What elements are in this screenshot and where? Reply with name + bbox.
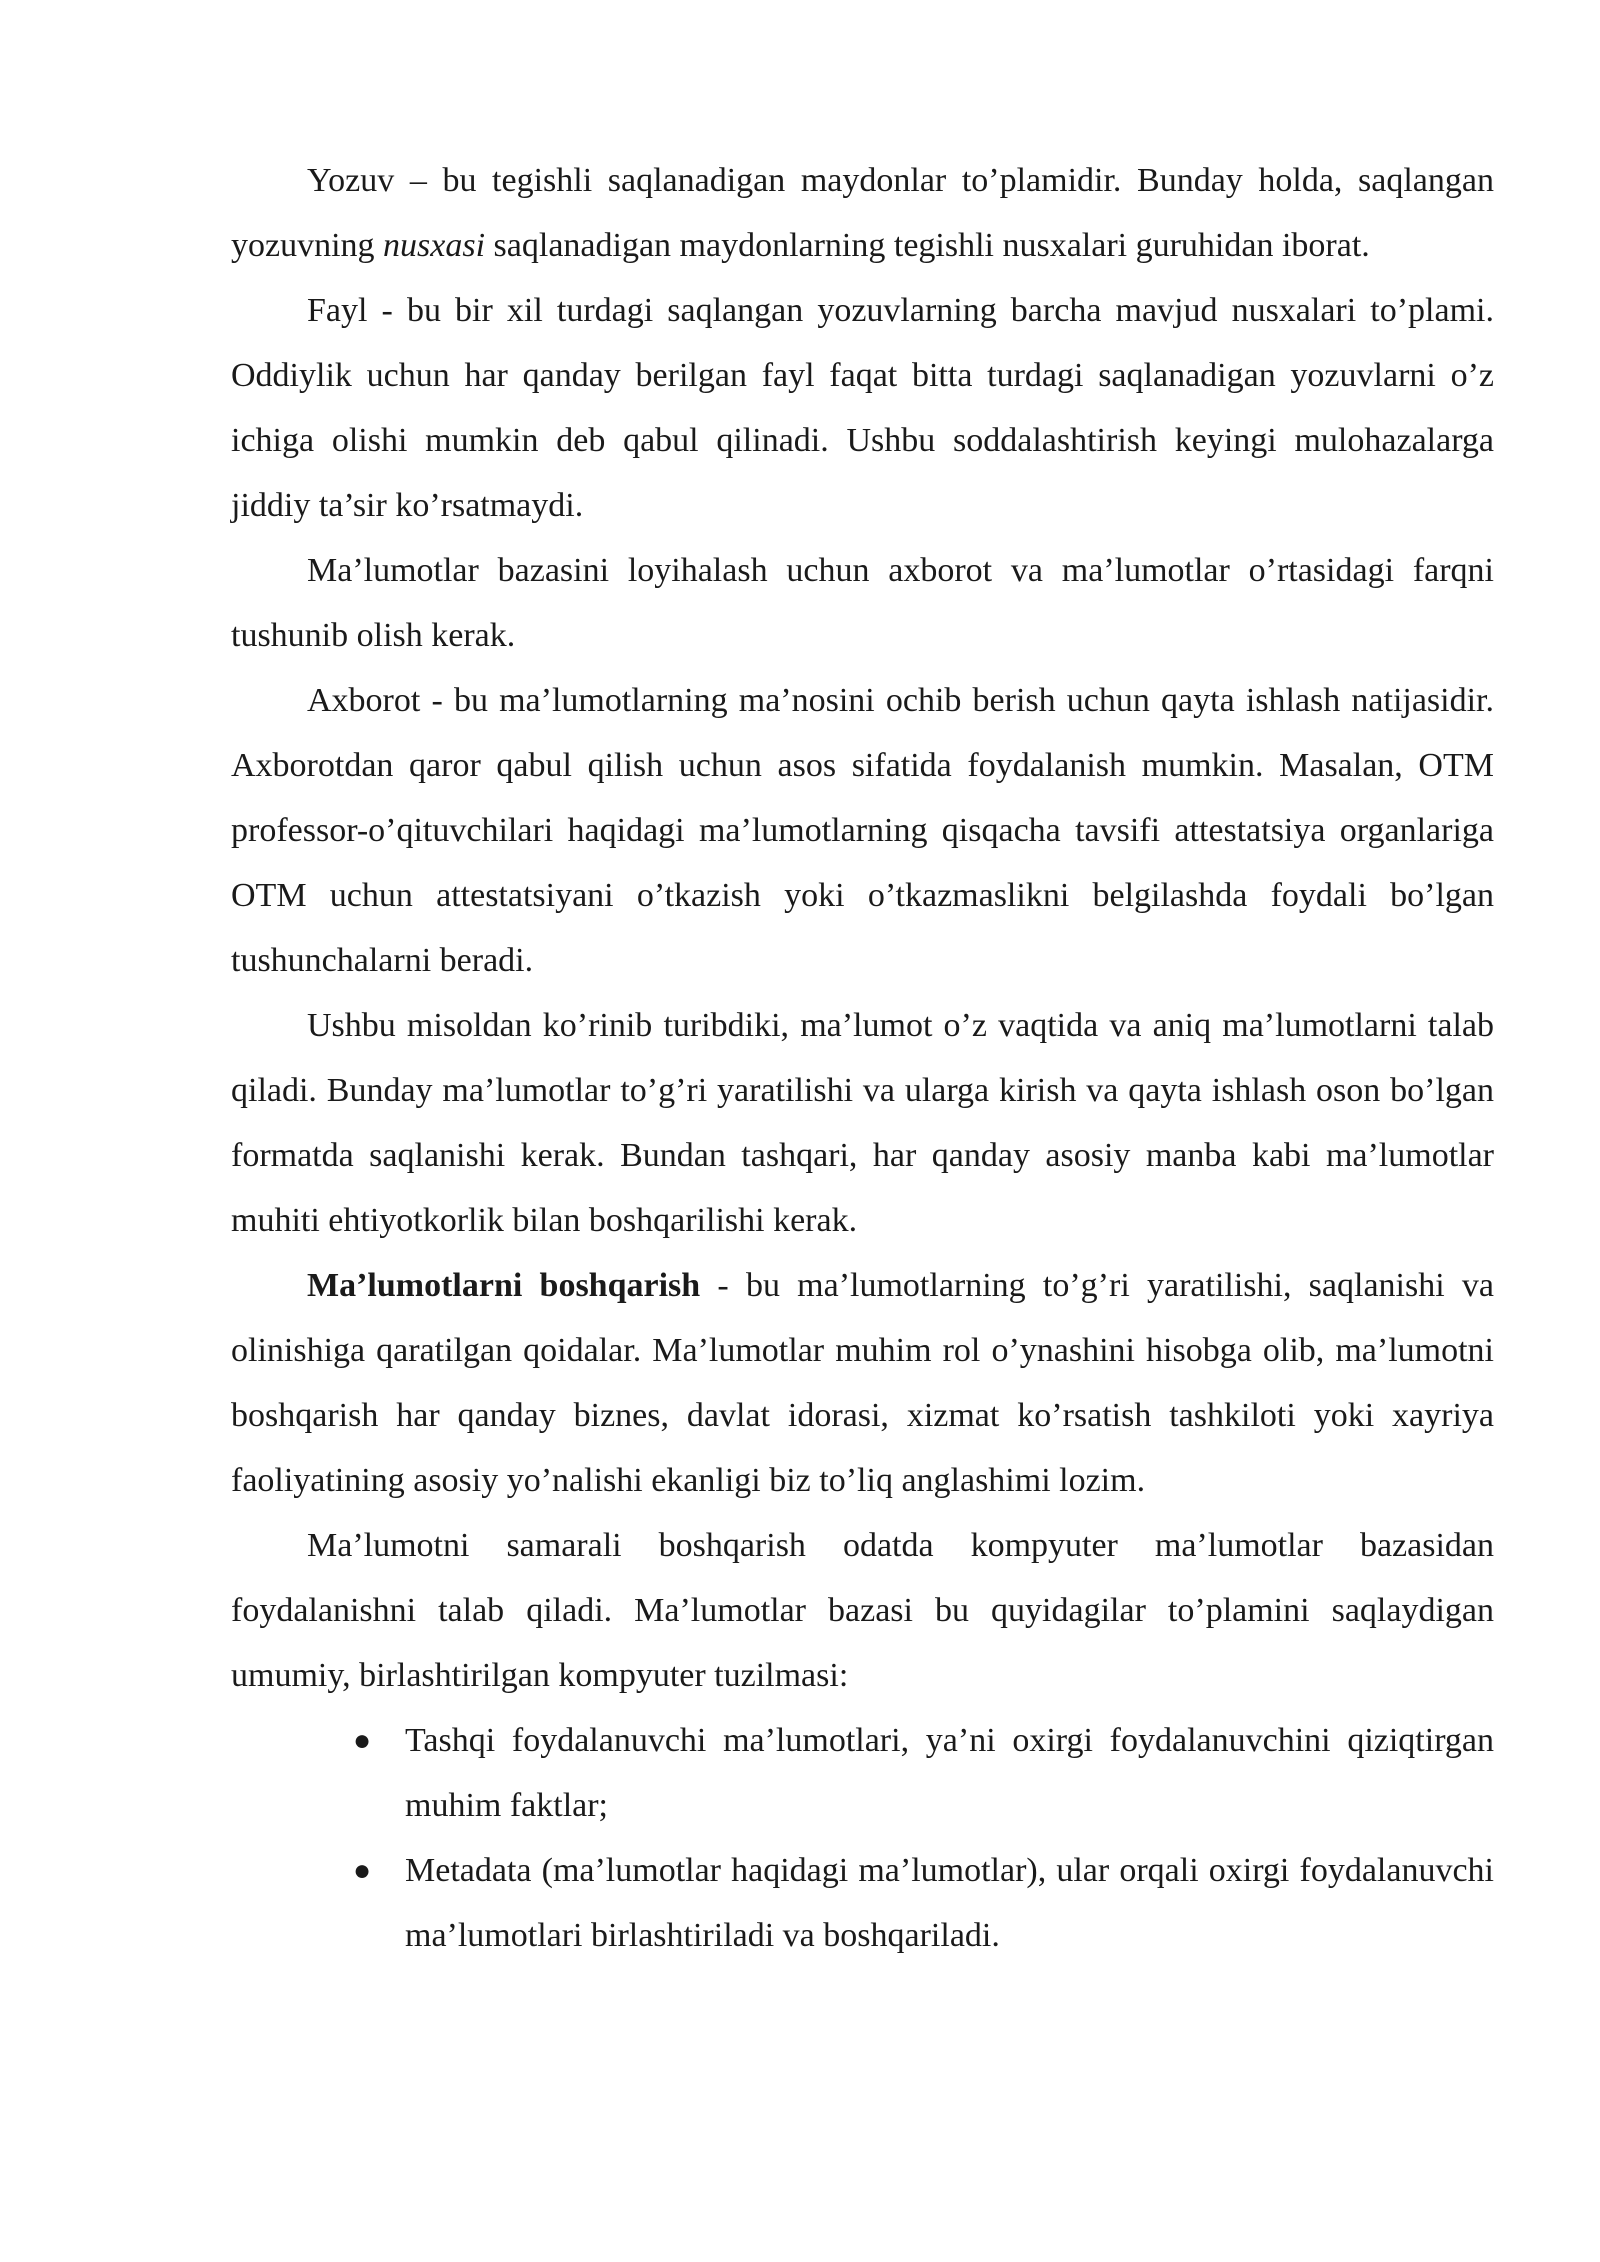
paragraph-file-definition: Fayl - bu bir xil turdagi saqlangan yozuvlarning barcha mavjud nusxalari to’plami. Oddiylik uchun har qanday berilgan fayl faqat bitta turdagi saqlanadigan yozuvlarni o’z ichiga olishi mumkin deb qabul qilinadi. Ushbu soddalashtirish keyingi mulohazalarga jiddiy ta’sir ko’rsatmaydi. [231, 292, 1494, 524]
paragraph-database-design: Ma’lumotlar bazasini loyihalash uchun axborot va ma’lumotlar o’rtasidagi farqni tushunib olish kerak. [231, 552, 1494, 654]
list-item-text: Metadata (ma’lumotlar haqidagi ma’lumotlar), ular orqali oxirgi foydalanuvchi ma’lumotlari birlashtiriladi va boshqariladi. [405, 1852, 1494, 1954]
paragraph-text: saqlanadigan maydonlarning tegishli nusxalari guruhidan iborat. [485, 227, 1370, 264]
paragraph-record-definition [231, 148, 1494, 278]
bold-term: Ma’lumotlarni boshqarish [307, 1267, 701, 1304]
paragraph-example-conclusion: Ushbu misoldan ko’rinib turibdiki, ma’lumot o’z vaqtida va aniq ma’lumotlarni talab qiladi. Bunday ma’lumotlar to’g’ri yaratilishi va ularga kirish va qayta ishlash oson bo’lgan formatda saqlanishi kerak. Bundan tashqari, har qanday asosiy manba kabi ma’lumotlar muhiti ehtiyotkorlik bilan boshqarilishi kerak. [231, 1007, 1494, 1239]
list-item [353, 1838, 1494, 1968]
paragraph-text: - bu ma’lumotlarning to’g’ri yaratilishi, saqlanishi va olinishiga qaratilgan qoidalar. Ma’lumotlar muhim rol o’ynashini hisobga olib, ma’lumotni boshqarish har qanday biznes, davlat idorasi, xizmat ko’rsatish tashkiloti yoki xayriya faoliyatining asosiy yo’nalishi ekanligi biz to’liq anglashimi lozim. [231, 1267, 1494, 1499]
paragraph-database-intro: Ma’lumotni samarali boshqarish odatda kompyuter ma’lumotlar bazasidan foydalanishni talab qiladi. Ma’lumotlar bazasi bu quyidagilar to’plamini saqlaydigan umumiy, birlashtirilgan kompyuter tuzilmasi: [231, 1527, 1494, 1694]
paragraph-data-management [231, 1253, 1494, 1513]
list-item [353, 1708, 1494, 1838]
document-page [231, 148, 1494, 1968]
bullet-list [231, 1708, 1494, 1968]
paragraph-text: Yozuv – bu tegishli saqlanadigan maydonlar to’plamidir. Bunday holda, saqlangan yozuvning [231, 162, 1494, 264]
bullet-icon: ● [353, 1854, 372, 1887]
emphasized-term: nusxasi [383, 227, 486, 264]
bullet-icon: ● [353, 1724, 372, 1757]
paragraph-information-definition: Axborot - bu ma’lumotlarning ma’nosini ochib berish uchun qayta ishlash natijasidir. Axborotdan qaror qabul qilish uchun asos sifatida foydalanish mumkin. Masalan, OTM professor-o’qituvchilari haqidagi ma’lumotlarning qisqacha tavsifi attestatsiya organlariga OTM uchun attestatsiyani o’tkazish yoki o’tkazmaslikni belgilashda foydali bo’lgan tushunchalarni beradi. [231, 682, 1494, 979]
list-item-text: Tashqi foydalanuvchi ma’lumotlari, ya’ni oxirgi foydalanuvchini qiziqtirgan muhim faktlar; [405, 1722, 1494, 1824]
